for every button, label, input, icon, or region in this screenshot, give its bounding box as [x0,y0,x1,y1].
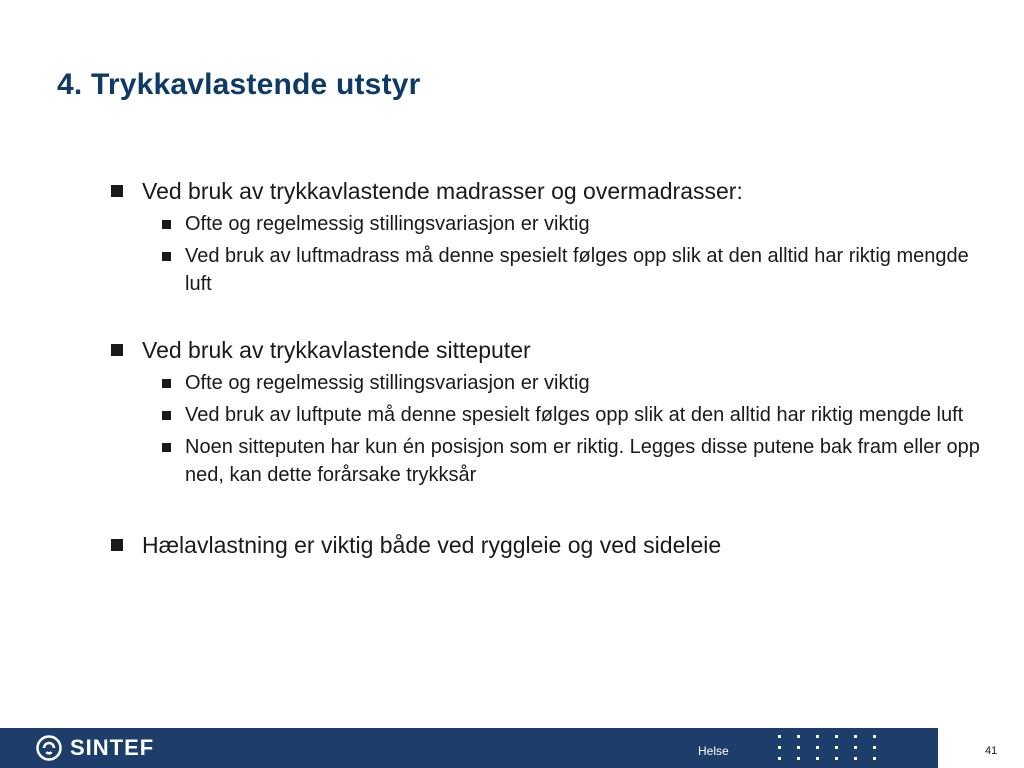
slide-title: 4. Trykkavlastende utstyr [57,68,421,101]
square-bullet-icon [162,220,171,229]
logo-text: SINTEF [70,735,155,760]
footer-dot [854,757,857,760]
slide-content [110,175,1000,562]
footer-dot [778,735,781,738]
bullet-2-sub-1 [110,369,1000,397]
bullet-1-text: Ved bruk av trykkavlastende madrasser og overmadrasser: [142,178,743,204]
bullet-2-sub-3 [110,433,985,489]
footer-page-tab [938,728,1024,768]
dot-pattern [778,735,888,765]
footer-dot [778,757,781,760]
bullet-1-sub-1-text: Ofte og regelmessig stillingsvariasjon er viktig [185,213,590,235]
bullet-1-sub-2 [110,242,980,298]
footer-dot [797,746,800,749]
square-bullet-icon [162,379,171,388]
footer-diagonal [906,728,938,768]
bullet-1-sub-1 [110,210,1000,238]
square-bullet-icon [111,539,123,551]
bullet-1-sub-2-text: Ved bruk av luftmadrass må denne spesielt følges opp slik at den alltid har riktig mengde luft [185,245,969,295]
square-bullet-icon [162,411,171,420]
footer-dot [816,746,819,749]
bullet-2-text: Ved bruk av trykkavlastende sitteputer [142,337,531,363]
bullet-2-sub-1-text: Ofte og regelmessig stillingsvariasjon er viktig [185,372,590,394]
footer-dot [854,735,857,738]
square-bullet-icon [162,252,171,261]
bullet-1 [110,175,1000,208]
footer-dot [816,735,819,738]
footer-dot [797,757,800,760]
footer-dot [873,735,876,738]
bullet-3 [110,529,1000,562]
footer-dot [873,746,876,749]
footer-dot [816,757,819,760]
footer-dot [778,746,781,749]
footer-dot [835,735,838,738]
sintef-logo [36,735,154,761]
bullet-2 [110,334,1000,367]
footer-dot [835,757,838,760]
bullet-3-text: Hælavlastning er viktig både ved ryggleie og ved sideleie [142,532,722,558]
square-bullet-icon [111,344,123,356]
square-bullet-icon [162,443,171,452]
bullet-2-sub-2-text: Ved bruk av luftpute må denne spesielt følges opp slik at den alltid har riktig mengde luft [185,404,964,426]
footer-dot [873,757,876,760]
sintef-logo-icon [36,735,62,761]
footer-dot [854,746,857,749]
bullet-2-sub-3-text: Noen sitteputen har kun én posisjon som er riktig. Legges disse putene bak fram eller opp ned, kan dette forårsake trykksår [185,436,980,486]
footer-dot [797,735,800,738]
footer-dot [835,746,838,749]
footer-label: Helse [698,744,729,758]
bullet-2-sub-2 [110,401,1024,429]
footer-bar [0,728,1024,768]
page-number: 41 [985,745,998,757]
square-bullet-icon [111,185,123,197]
